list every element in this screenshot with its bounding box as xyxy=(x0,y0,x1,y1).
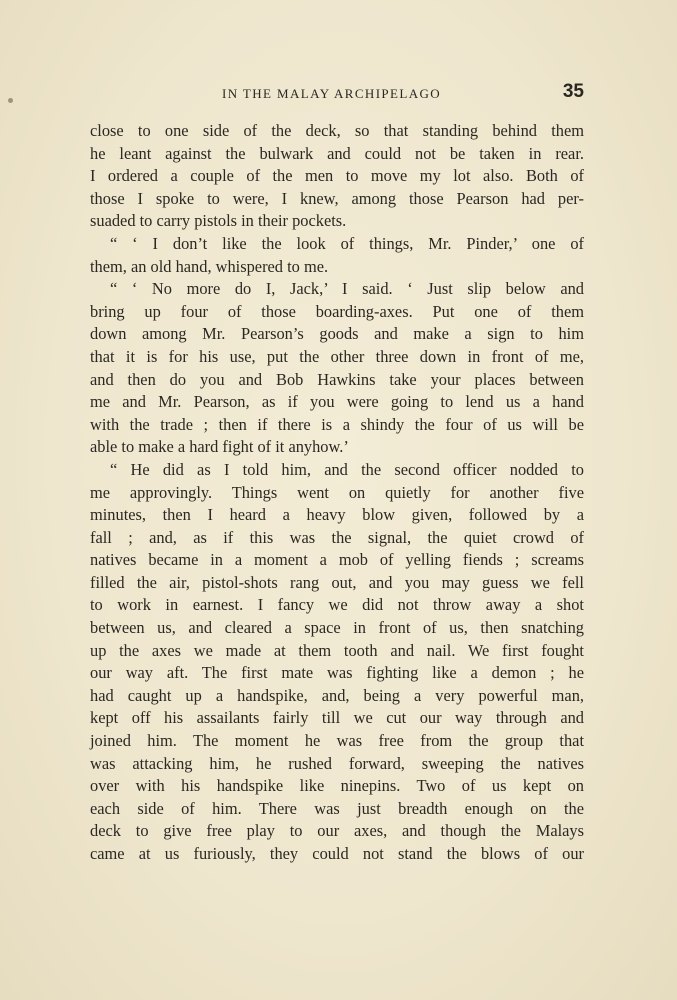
text-line: able to make a hard fight of it anyhow.’ xyxy=(90,437,349,457)
text-line: over with his handspike like ninepins. Two of us kept on xyxy=(90,776,584,796)
ink-speck xyxy=(8,98,13,103)
text-line: our way aft. The first mate was fighting like a demon ; he xyxy=(90,663,584,683)
page-number: 35 xyxy=(562,81,584,102)
text-line: bring up four of those boarding-axes. Put one of them xyxy=(90,301,584,321)
text-line: those I spoke to were, I knew, among those Pearson had per- xyxy=(90,188,584,208)
text-line: and then do you and Bob Hawkins take your places between xyxy=(90,369,584,389)
text-line: joined him. The moment he was free from the group that xyxy=(90,731,584,751)
text-line: me and Mr. Pearson, as if you were going to lend us a hand xyxy=(90,392,584,412)
body-text xyxy=(90,120,584,866)
running-head: IN THE MALAY ARCHIPELAGO xyxy=(222,86,442,101)
text-line: I ordered a couple of the men to move my lot also. Both of xyxy=(90,166,584,186)
page-header xyxy=(90,81,584,106)
text-line: between us, and cleared a space in front of us, then snatching xyxy=(90,618,584,638)
text-line: came at us furiously, they could not stand the blows of our xyxy=(90,844,584,863)
text-line: kept off his assailants fairly till we cut our way through and xyxy=(90,708,584,728)
text-line: with the trade ; then if there is a shindy the four of us will be xyxy=(90,414,584,434)
text-line: to work in earnest. I fancy we did not throw away a shot xyxy=(90,595,584,615)
text-line: each side of him. There was just breadth enough on the xyxy=(90,798,584,818)
text-line: me approvingly. Things went on quietly for another five xyxy=(90,482,584,502)
text-line: he leant against the bulwark and could not be taken in rear. xyxy=(90,143,584,163)
text-line: was attacking him, he rushed forward, sweeping the natives xyxy=(90,753,584,773)
text-line: fall ; and, as if this was the signal, the quiet crowd of xyxy=(90,527,584,547)
text-line: minutes, then I heard a heavy blow given, followed by a xyxy=(90,505,584,525)
text-line: that it is for his use, put the other three down in front of me, xyxy=(90,346,584,366)
text-line: close to one side of the deck, so that standing behind them xyxy=(90,121,584,140)
text-line: them, an old hand, whispered to me. xyxy=(90,256,329,276)
text-line: natives became in a moment a mob of yelling fiends ; screams xyxy=(90,550,584,570)
text-line: down among Mr. Pearson’s goods and make a sign to him xyxy=(90,324,584,344)
text-line: “ He did as I told him, and the second officer nodded to xyxy=(110,459,584,479)
text-line: “ ‘ I don’t like the look of things, Mr. Pinder,’ one of xyxy=(110,233,584,253)
text-line: “ ‘ No more do I, Jack,’ I said. ‘ Just slip below and xyxy=(110,279,584,299)
text-line: filled the air, pistol-shots rang out, and you may guess we fell xyxy=(90,572,584,592)
text-line: up the axes we made at them tooth and nail. We first fought xyxy=(90,640,584,660)
text-line: deck to give free play to our axes, and though the Malays xyxy=(90,821,584,841)
text-line: suaded to carry pistols in their pockets. xyxy=(90,211,347,231)
text-line: had caught up a handspike, and, being a very powerful man, xyxy=(90,685,584,705)
